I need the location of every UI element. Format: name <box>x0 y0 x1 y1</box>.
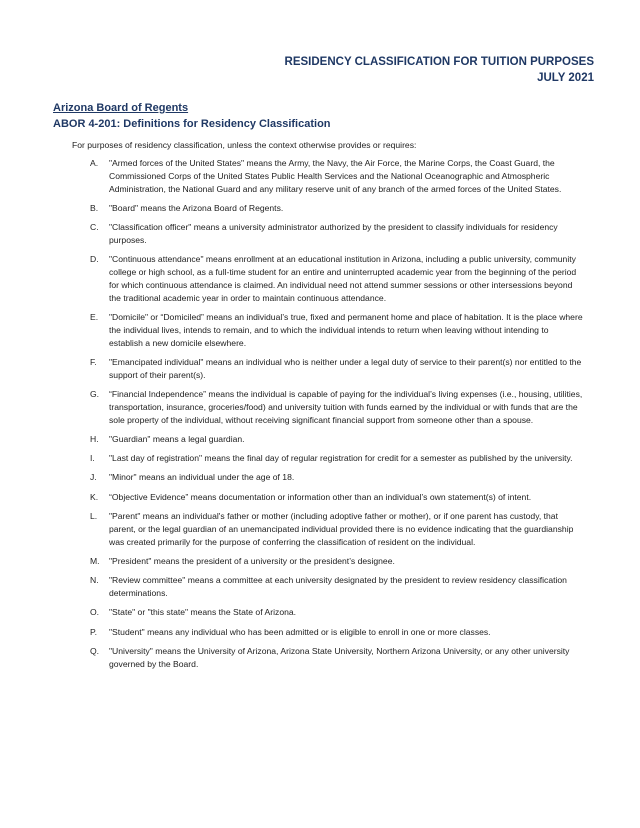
document-header <box>285 54 594 86</box>
definition-text: "Parent" means an individual's father or mother (including adoptive father or mother), or if one parent has custody, that parent, or the legal guardian of an unemancipated individual provided there is no evidence indicating that the guardianship was created primarily for the purpose of conferring the classification of resident on the individual. <box>109 511 574 547</box>
definition-letter: J. <box>90 472 97 483</box>
definition-item <box>0 626 640 639</box>
organization-name: Arizona Board of Regents <box>53 102 189 114</box>
definition-letter: D. <box>90 254 99 265</box>
definition-letter: N. <box>90 575 99 586</box>
definition-item <box>0 574 640 600</box>
definition-letter: L. <box>90 511 98 522</box>
definition-letter: H. <box>90 433 99 444</box>
document-date: JULY 2021 <box>537 72 594 84</box>
definition-text: "Student" means any individual who has been admitted or is eligible to enroll in one or more classes. <box>109 626 491 637</box>
definition-item <box>0 311 640 349</box>
definition-letter: E. <box>90 311 99 322</box>
document-title: RESIDENCY CLASSIFICATION FOR TUITION PURPOSES <box>284 56 594 68</box>
definition-text: "Board" means the Arizona Board of Regents. <box>109 202 284 213</box>
definition-text: "University" means the University of Arizona, Arizona State University, Northern Arizona University, or any other university governed by the Board. <box>109 645 570 669</box>
definition-letter: C. <box>90 222 99 233</box>
definition-letter: Q. <box>90 645 100 656</box>
definition-text: "Classification officer" means a university administrator authorized by the president to classify individuals for residency purposes. <box>109 222 558 245</box>
definition-item <box>0 471 640 484</box>
definition-item <box>0 433 640 446</box>
definition-letter: P. <box>90 626 98 637</box>
definition-text: “Financial Independence” means the individual is capable of paying for the individual’s living expenses (i.e., housing, utilities, transportation, insurance, groceries/food) and university tuition with funds earned by the individual or with funds that are the sole property of the individual, without receiving significant financial support from someone other than a spouse. <box>109 388 583 425</box>
definition-text: "Armed forces of the United States" means the Army, the Navy, the Air Force, the Marine Corps, the Coast Guard, the Commissioned Corps of the United States Public Health Services and the National Oceanographic and Atmospheric Administration, the National Guard and any military reserve unit of any branch of the armed forces of the United States. <box>109 158 562 194</box>
definition-item <box>0 452 640 465</box>
definition-text: "Minor" means an individual under the age of 18. <box>109 472 295 483</box>
definition-letter: I. <box>90 453 95 464</box>
definition-letter: A. <box>90 158 99 168</box>
definition-text: "President" means the president of a university or the president’s designee. <box>109 555 395 566</box>
definition-text: "State" or "this state" means the State of Arizona. <box>109 607 297 618</box>
definition-item <box>0 202 640 215</box>
definition-text: “Objective Evidence” means documentation or information other than an individual’s own statement(s) of intent. <box>109 491 532 502</box>
definition-text: "Domicile" or “Domiciled” means an individual’s true, fixed and permanent home and place of habitation. It is the place where the individual lives, intends to remain, and to which the individual intends to return when leaving without intending to establish a new domicile elsewhere. <box>109 311 583 348</box>
definition-item <box>0 388 640 426</box>
definition-letter: O. <box>90 607 100 618</box>
definition-text: "Last day of registration" means the final day of regular registration for credit for a semester as published by the university. <box>109 453 573 464</box>
definition-letter: F. <box>90 356 97 367</box>
definition-item <box>0 555 640 568</box>
definition-letter: M. <box>90 555 100 566</box>
definition-text: "Guardian" means a legal guardian. <box>109 433 245 444</box>
definition-item <box>0 157 640 195</box>
definition-letter: G. <box>90 388 100 399</box>
definition-item <box>0 221 640 247</box>
definition-text: "Emancipated individual" means an individual who is neither under a legal duty of service to their parent(s) nor entitled to the support of their parent(s). <box>109 356 582 380</box>
definition-item <box>0 491 640 504</box>
definition-item <box>0 606 640 619</box>
definition-letter: K. <box>90 491 99 502</box>
intro-paragraph: For purposes of residency classification, unless the context otherwise provides or requires: <box>72 140 417 150</box>
section-title: ABOR 4-201: Definitions for Residency Classification <box>53 118 331 130</box>
definition-item <box>0 510 640 548</box>
definition-item <box>0 356 640 382</box>
definitions-list <box>0 157 640 677</box>
definition-letter: B. <box>90 202 99 213</box>
definition-text: "Review committee" means a committee at each university designated by the president to review residency classification determinations. <box>109 575 567 599</box>
definition-item <box>0 253 640 304</box>
definition-text: "Continuous attendance" means enrollment at an educational institution in Arizona, including a public university, community college or high school, as a full-time student for an entire and uninterrupted academic year from the beginning of the period for which continuous attendance is claimed. An individual need not attend summer sessions or other intersessions beyond the traditional academic year in order to maintain continuous attendance. <box>109 254 577 303</box>
definition-item <box>0 645 640 671</box>
